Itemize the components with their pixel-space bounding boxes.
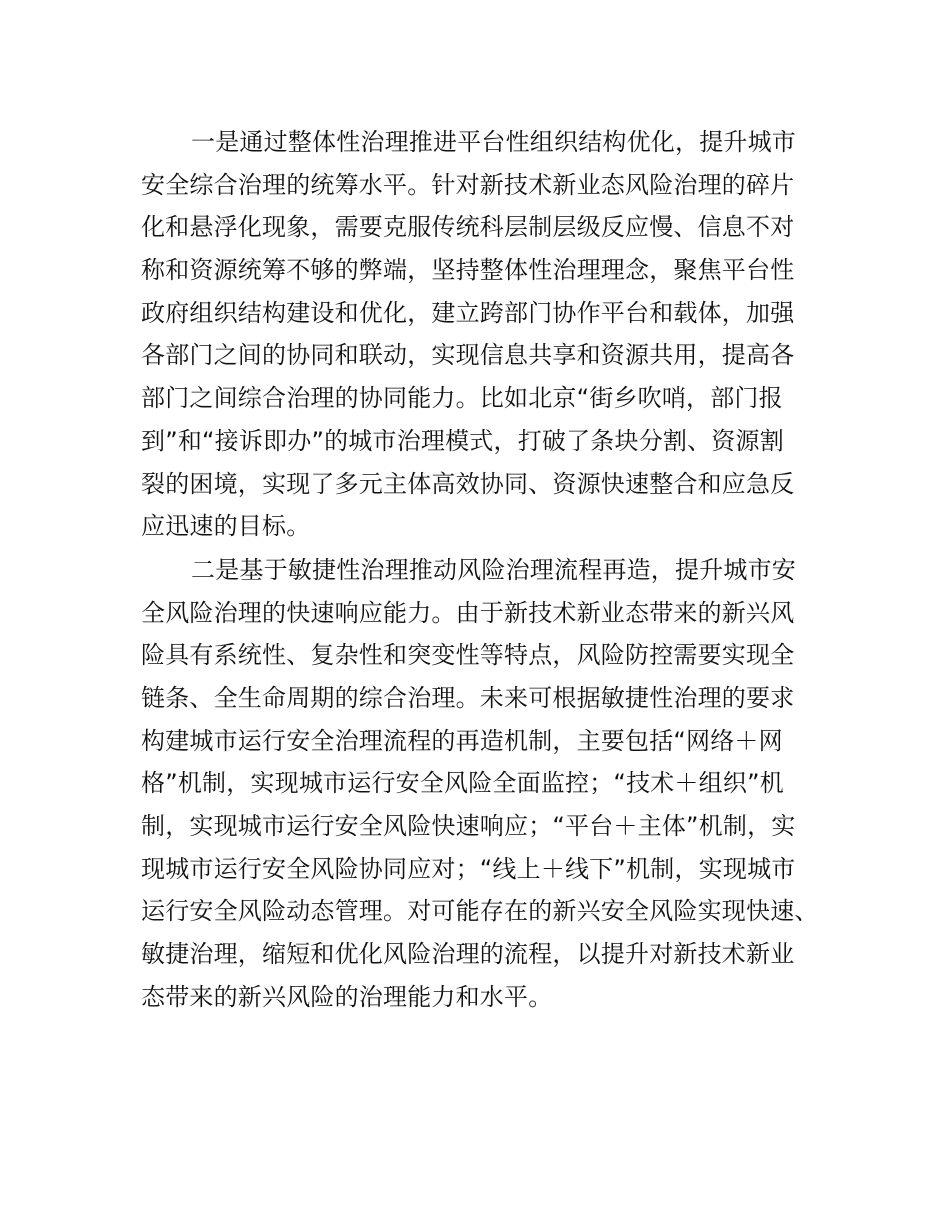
document-body — [141, 121, 821, 1018]
paragraph-2 — [141, 549, 821, 1019]
paragraph-line: 险具有系统性、复杂性和突变性等特点，风险防控需要实现全 — [141, 641, 795, 670]
paragraph-line: 裂的困境，实现了多元主体高效协同、资源快速整合和应急反 — [141, 469, 795, 498]
paragraph-line: 部门之间综合治理的协同能力。比如北京“街乡吹哨，部门报 — [141, 384, 783, 413]
paragraph-line: 运行安全风险动态管理。对可能存在的新兴安全风险实现快速、 — [141, 897, 819, 926]
paragraph-line: 称和资源统筹不够的弊端，坚持整体性治理理念，聚焦平台性 — [141, 256, 795, 285]
paragraph-line: 构建城市运行安全治理流程的再造机制，主要包括“网络＋网 — [141, 726, 783, 755]
paragraph-line: 应迅速的目标。 — [141, 512, 311, 541]
paragraph-line: 态带来的新兴风险的治理能力和水平。 — [141, 982, 553, 1011]
paragraph-1 — [141, 121, 821, 548]
paragraph-line: 全风险治理的快速响应能力。由于新技术新业态带来的新兴风 — [141, 598, 795, 627]
paragraph-line: 各部门之间的协同和联动，实现信息共享和资源共用，提高各 — [141, 341, 795, 370]
paragraph-line: 格”机制，实现城市运行安全风险全面监控；“技术＋组织”机 — [141, 769, 784, 798]
paragraph-line: 化和悬浮化现象，需要克服传统科层制层级反应慢、信息不对 — [141, 213, 795, 242]
paragraph-line: 一是通过整体性治理推进平台性组织结构优化，提升城市 — [191, 128, 796, 156]
paragraph-line: 链条、全生命周期的综合治理。未来可根据敏捷性治理的要求 — [141, 683, 795, 712]
paragraph-line: 制，实现城市运行安全风险快速响应；“平台＋主体”机制，实 — [141, 812, 796, 840]
paragraph-line: 二是基于敏捷性治理推动风险治理流程再造，提升城市安 — [191, 555, 796, 584]
paragraph-line: 到”和“接诉即办”的城市治理模式，打破了条块分割、资源割 — [141, 426, 784, 455]
paragraph-line: 安全综合治理的统筹水平。针对新技术新业态风险治理的碎片 — [141, 170, 795, 199]
paragraph-line: 现城市运行安全风险协同应对；“线上＋线下”机制，实现城市 — [141, 854, 796, 883]
paragraph-line: 敏捷治理，缩短和优化风险治理的流程，以提升对新技术新业 — [141, 940, 795, 969]
paragraph-line: 政府组织结构建设和优化，建立跨部门协作平台和载体，加强 — [141, 298, 795, 327]
